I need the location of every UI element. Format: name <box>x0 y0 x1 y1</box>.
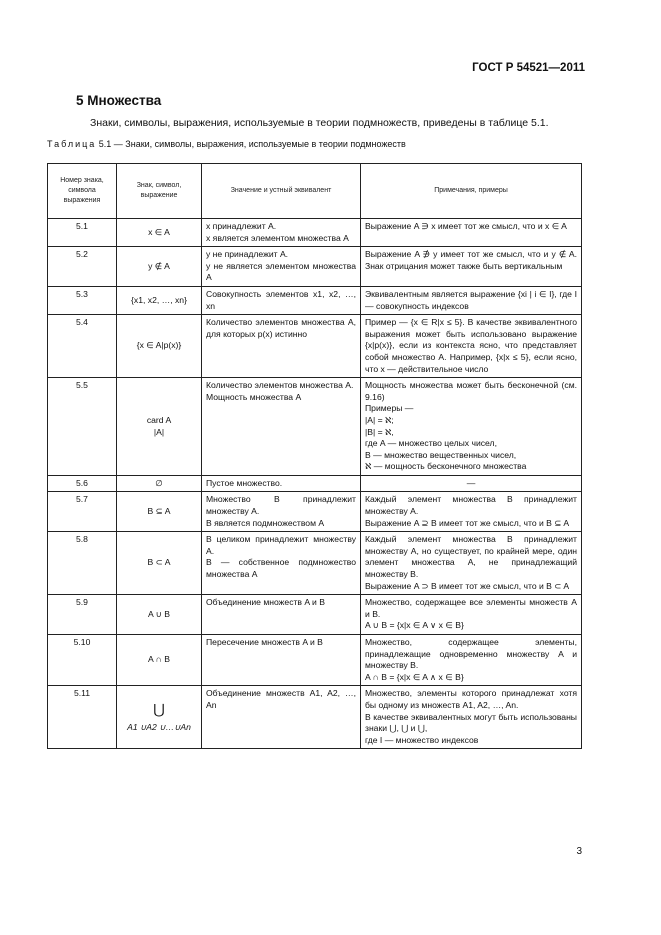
note-line: где I — множество индексов <box>365 734 479 745</box>
symbols-table <box>47 163 582 749</box>
meaning-line: Объединение множеств A1, A2, …, An <box>206 688 356 710</box>
table-row <box>48 378 582 476</box>
row-notes <box>361 378 582 476</box>
row-symbol <box>117 686 202 749</box>
note-line: |B| = ℵ, <box>365 426 394 437</box>
meaning-line: y не является элементом множества A <box>206 260 356 283</box>
row-notes <box>361 286 582 314</box>
row-symbol <box>117 475 202 492</box>
meaning-line: B является подмножеством A <box>206 517 325 528</box>
section-title: 5 Множества <box>76 93 162 108</box>
row-meaning <box>202 286 361 314</box>
row-number: 5.4 <box>48 315 117 378</box>
note-line: Множество, содержащее все элементы множеств A и B. <box>365 597 577 619</box>
symbol-line: {x ∈ A|p(x)} <box>136 340 182 351</box>
row-number: 5.3 <box>48 286 117 314</box>
symbol-line: B ⊂ A <box>147 557 171 568</box>
meaning-line: y не принадлежит A. <box>206 249 289 260</box>
note-line: Множество, элементы которого принадлежат хотя бы одному из множеств A1, A2, …, An. <box>365 688 577 710</box>
meaning-line: Мощность множества A <box>206 391 302 402</box>
note-line: |A| = ℵ; <box>365 414 394 425</box>
note-line: Выражение A ∌ y имеет тот же смысл, что и y ∉ A. Знак отрицания может также быть вертикальным <box>365 249 577 271</box>
meaning-line: Количество элементов множества A, для которых p(x) истинно <box>206 317 356 339</box>
symbol-line: |A| <box>153 426 165 437</box>
symbol-line: x ∈ A <box>148 226 170 237</box>
table-row <box>48 532 582 595</box>
row-number: 5.1 <box>48 219 117 247</box>
symbol-line: A ∩ B <box>148 654 170 665</box>
big-union-symbol: ⋃ <box>153 700 165 717</box>
row-notes <box>361 532 582 595</box>
document-code: ГОСТ Р 54521—2011 <box>472 62 585 74</box>
note-line: Множество, содержащее элементы, принадлежащие одновременно множеству A и множеству B. <box>365 637 577 671</box>
symbol-line: ∅ <box>155 477 163 488</box>
meaning-line: B целиком принадлежит множеству A. <box>206 534 356 556</box>
row-symbol <box>117 595 202 635</box>
table-row <box>48 219 582 247</box>
note-line: В качестве эквивалентных могут быть использованы знаки ⋃, ⋃ и ⋃, <box>365 711 577 734</box>
note-line: Эквивалентным является выражение {xi | i ∈ I}, где I — совокупность индексов <box>365 288 577 311</box>
row-notes <box>361 635 582 686</box>
page-number: 3 <box>576 846 582 857</box>
note-line: A ∩ B = {x|x ∈ A ∧ x ∈ B} <box>365 671 464 682</box>
row-notes <box>361 219 582 247</box>
symbol-line: {x1, x2, …, xn} <box>131 294 187 305</box>
table-row <box>48 286 582 314</box>
note-line: ℵ — мощность бесконечного множества <box>365 461 527 472</box>
row-meaning <box>202 686 361 749</box>
row-meaning <box>202 492 361 532</box>
row-symbol <box>117 492 202 532</box>
row-meaning <box>202 315 361 378</box>
meaning-line: x является элементом множества A <box>206 232 349 243</box>
table-row <box>48 315 582 378</box>
row-meaning <box>202 635 361 686</box>
table-body <box>48 219 582 749</box>
meaning-line: Множество B принадлежит множеству A. <box>206 494 356 517</box>
note-line: Пример — {x ∈ R|x ≤ 5}. В качестве эквивалентного выражения может быть использовано выражение {x|p(x)}, если из контекста ясно, что представляет собой множество A. Например, {x|x ≤ 5}, если ясно, что x — действительное число <box>365 317 577 374</box>
note-line: Примеры — <box>365 403 414 414</box>
meaning-line: Пересечение множеств A и B <box>206 637 323 647</box>
meaning-line: Объединение множеств A и B <box>206 597 325 608</box>
row-meaning <box>202 247 361 287</box>
row-notes <box>361 492 582 532</box>
row-number: 5.8 <box>48 532 117 595</box>
table-row <box>48 475 582 492</box>
symbol-line: card A <box>146 414 172 425</box>
row-number: 5.11 <box>48 686 117 749</box>
row-meaning <box>202 532 361 595</box>
note-line: Выражение A ⊇ B имеет тот же смысл, что и B ⊆ A <box>365 517 570 528</box>
row-notes <box>361 686 582 749</box>
row-notes <box>361 475 582 492</box>
table-caption-prefix: Таблица <box>47 139 97 149</box>
note-line: Мощность множества может быть бесконечной (см. 9.16) <box>365 380 577 402</box>
row-number: 5.6 <box>48 475 117 492</box>
row-meaning <box>202 378 361 476</box>
row-meaning <box>202 475 361 492</box>
union-expression: A1 ∪A2 ∪…∪An <box>127 721 191 732</box>
col-header-number: Номер знака, символа выражения <box>48 164 117 219</box>
symbol-line: A ∪ B <box>147 608 171 619</box>
note-line: Каждый элемент множества B принадлежит множеству A, но существует, по крайней мере, один элемент множества A, не принадлежащий множеству B. <box>365 534 577 580</box>
meaning-line: Совокупность элементов x1, x2, …, xn <box>206 288 356 311</box>
row-symbol <box>117 315 202 378</box>
row-number: 5.7 <box>48 492 117 532</box>
row-number: 5.5 <box>48 378 117 476</box>
row-symbol <box>117 532 202 595</box>
col-header-symbol: Знак, символ, выражение <box>117 164 202 219</box>
note-line: где A — множество целых чисел, <box>365 438 497 449</box>
row-symbol <box>117 219 202 247</box>
note-line: A ∪ B = {x|x ∈ A ∨ x ∈ B} <box>365 620 464 631</box>
col-header-meaning: Значение и устный эквивалент <box>202 164 361 219</box>
row-notes <box>361 595 582 635</box>
row-meaning <box>202 219 361 247</box>
row-symbol <box>117 635 202 686</box>
row-notes <box>361 247 582 287</box>
row-notes <box>361 315 582 378</box>
note-line: — <box>466 477 476 488</box>
symbol-line: B ⊆ A <box>147 506 171 517</box>
row-number: 5.9 <box>48 595 117 635</box>
symbol-line: y ∉ A <box>148 260 170 271</box>
row-number: 5.2 <box>48 247 117 287</box>
meaning-line: B — собственное подмножество множества A <box>206 557 356 580</box>
table-caption <box>47 139 406 149</box>
note-line: B — множество вещественных чисел, <box>365 449 517 460</box>
table-row <box>48 686 582 749</box>
table-row <box>48 247 582 287</box>
row-symbol <box>117 247 202 287</box>
table-header-row <box>48 164 582 219</box>
note-line: Выражение A ∋ x имеет тот же смысл, что и x ∈ A <box>365 221 567 231</box>
table-caption-text: 5.1 — Знаки, символы, выражения, используемые в теории подмножеств <box>96 139 406 149</box>
row-symbol <box>117 286 202 314</box>
table-row <box>48 635 582 686</box>
note-line: Каждый элемент множества B принадлежит множеству A. <box>365 494 577 517</box>
row-number: 5.10 <box>48 635 117 686</box>
col-header-notes: Примечания, примеры <box>361 164 582 219</box>
table-row <box>48 595 582 635</box>
meaning-line: Количество элементов множества A. <box>206 380 354 391</box>
meaning-line: Пустое множество. <box>206 477 283 488</box>
table-row <box>48 492 582 532</box>
row-symbol <box>117 378 202 476</box>
meaning-line: x принадлежит A. <box>206 221 277 231</box>
note-line: Выражение A ⊃ B имеет тот же смысл, что и B ⊂ A <box>365 580 570 591</box>
section-intro: Знаки, символы, выражения, используемые в теории подмножеств, приведены в таблице 5.1. <box>90 117 549 129</box>
row-meaning <box>202 595 361 635</box>
